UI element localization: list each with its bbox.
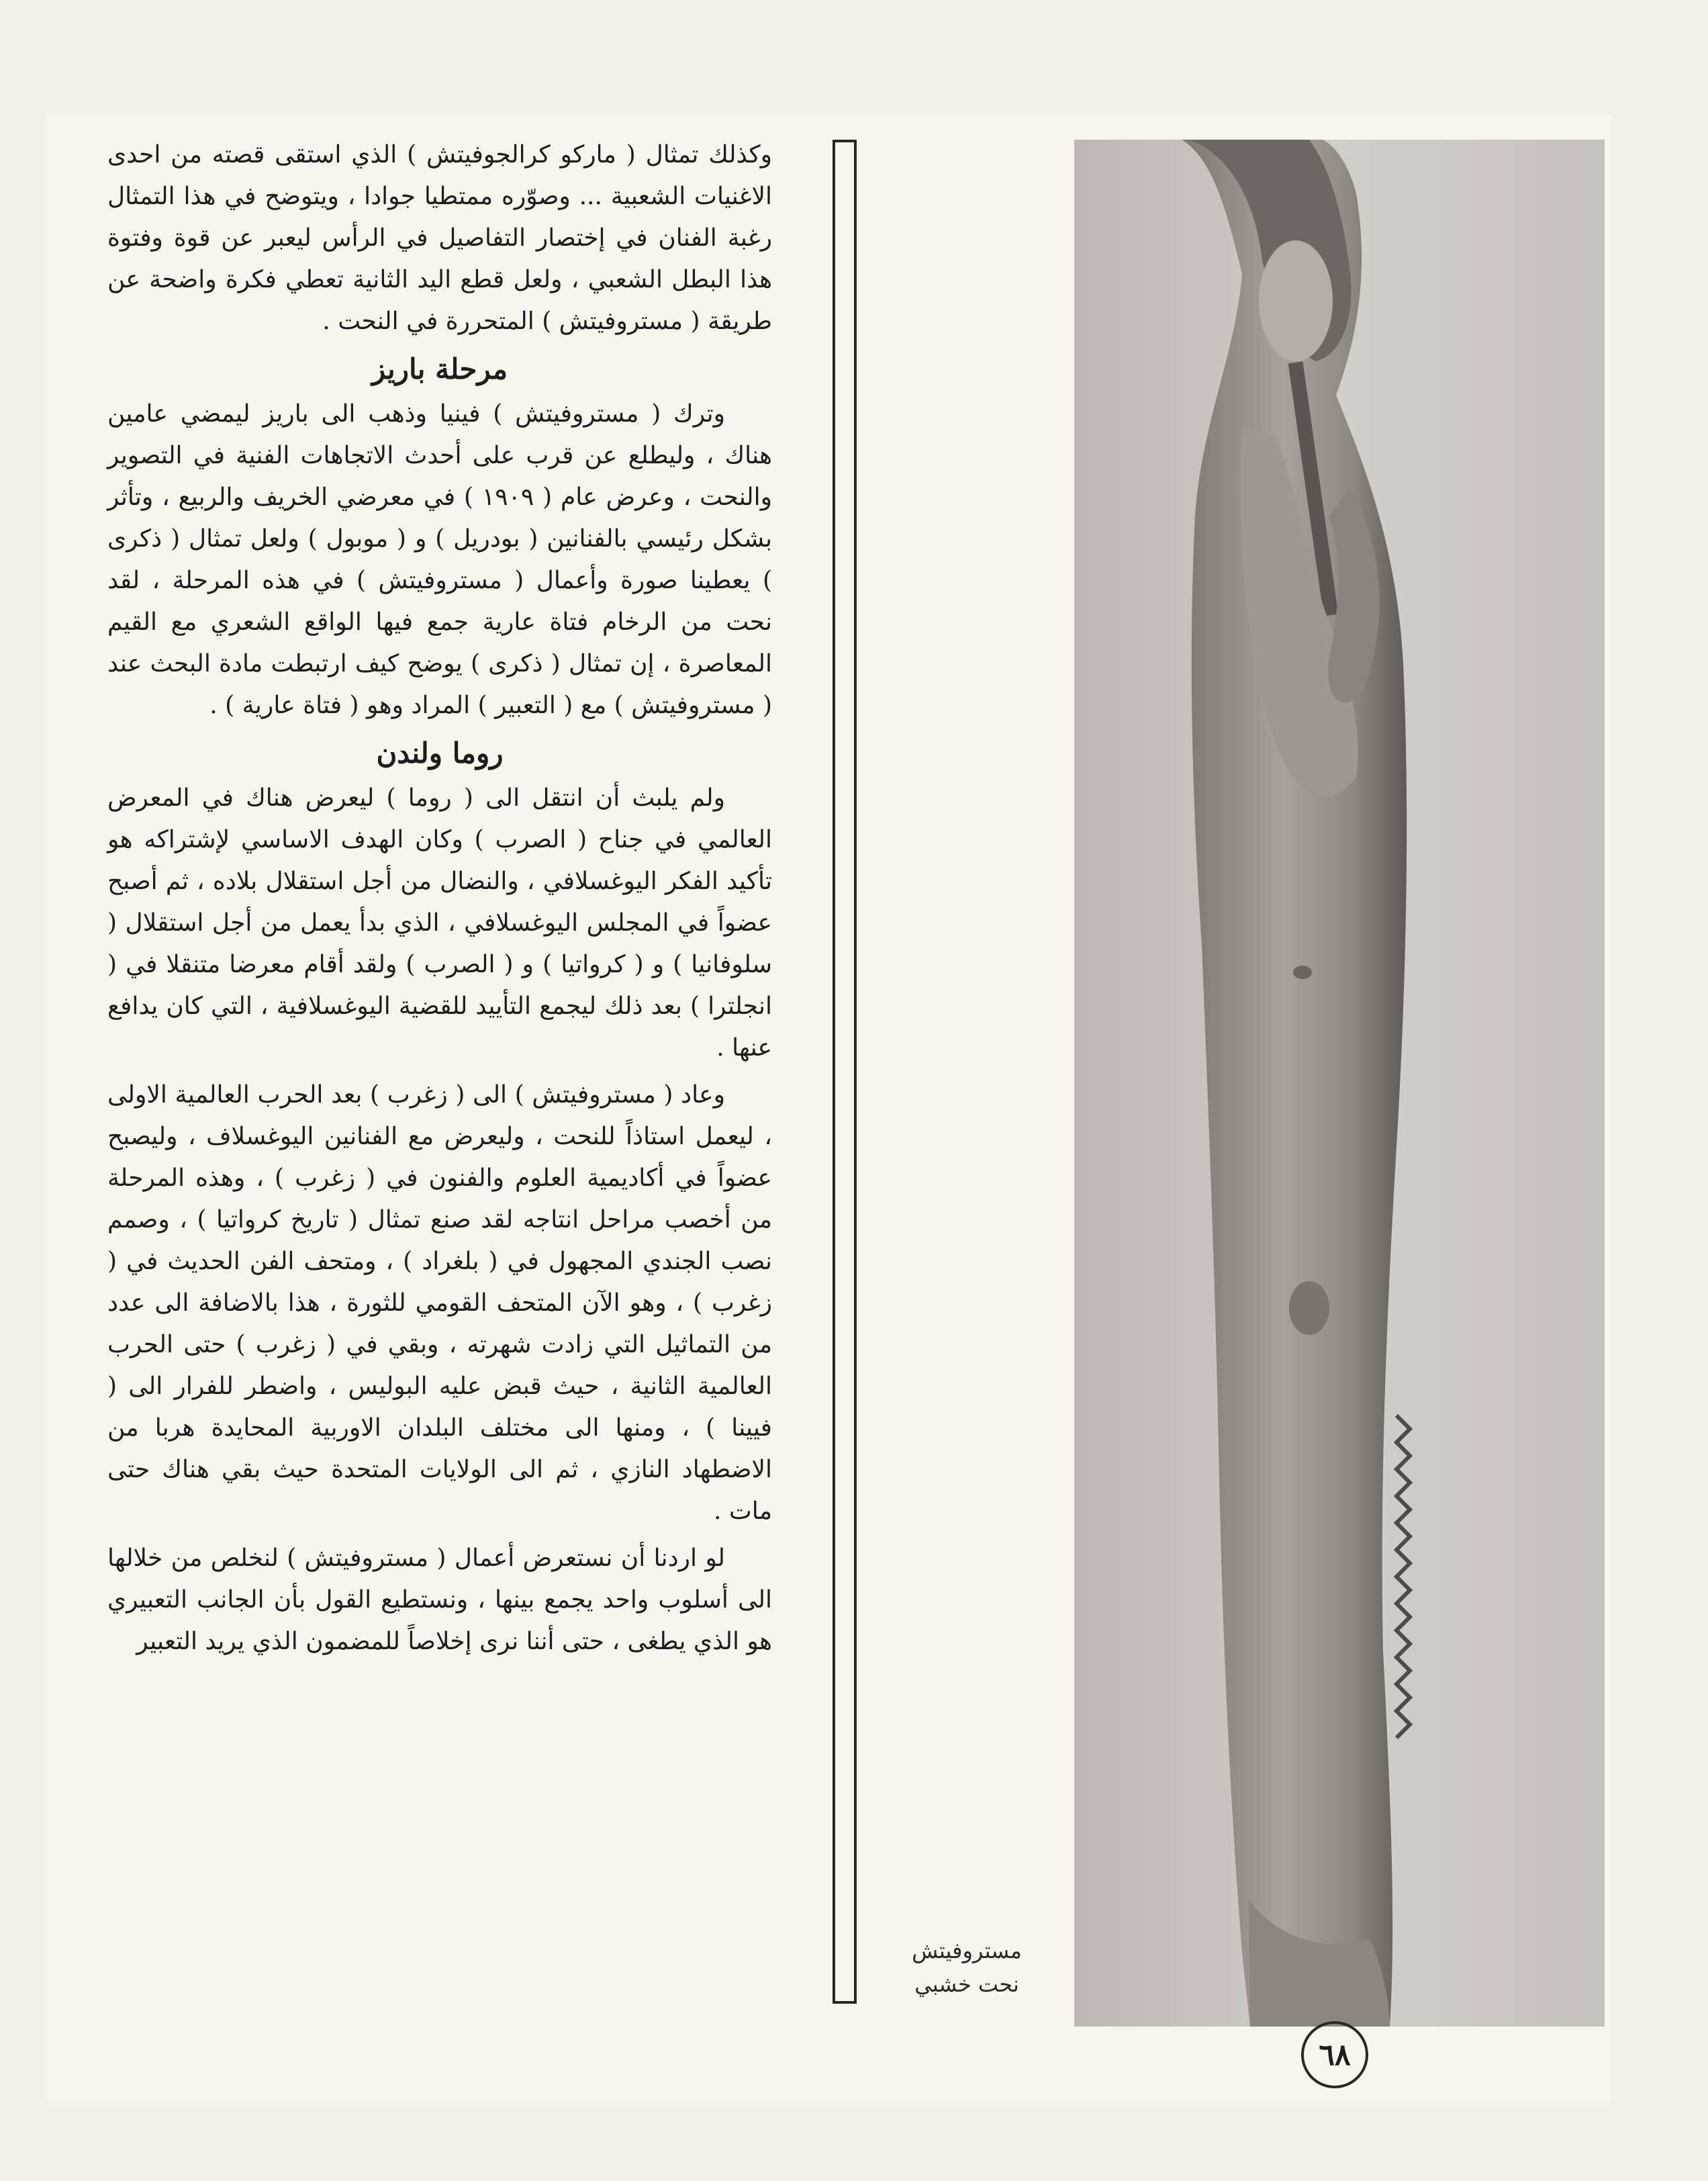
page-number: ٦٨: [1301, 2021, 1368, 2088]
section-heading-rome-london: روما ولندن: [376, 737, 504, 770]
caption-medium: نحت خشبي: [914, 1971, 1019, 1997]
paragraph-rome: ولم يلبث أن انتقل الى ( روما ) ليعرض هناك في المعرض العالمي في جناح ( الصرب ) وكان الهدف الاساسي لإشتراكه هو تأكيد الفكر اليوغسلافي ، والنضال من أجل استقلال بلاده ، ثم أصبح عضواً في المجلس اليوغسلافي ، الذي بدأ يعمل من أجل استقلال ( سلوفانيا ) و ( كرواتيا ) و ( الصرب ) ولقد أقام معرضا متنقلا في ( انجلترا ) بعد ذلك ليجمع التأييد للقضية اليوغسلافية ، التي كان يدافع عنها .: [107, 784, 772, 1062]
article-text-column: [107, 134, 772, 2014]
section-heading-paris: مرحلة باريز: [371, 353, 508, 385]
paragraph-zagreb: وعاد ( مستروفيتش ) الى ( زغرب ) بعد الحرب العالمية الاولى ، ليعمل استاذاً للنحت ، وليعرض مع الفنانين اليوغسلاف ، وليصبح عضواً في أكاديمية العلوم والفنون في ( زغرب ) ، وهذه المرحلة من أخصب مراحل انتاجه لقد صنع تمثال ( تاريخ كرواتيا ) ، وصمم نصب الجندي المجهول في ( بلغراد ) ، ومتحف الفن الحديث في ( زغرب ) ، وهو الآن المتحف القومي للثورة ، هذا بالاضافة الى عدد من التماثيل التي زادت شهرته ، وبقي في ( زغرب ) حتى الحرب العالمية الثانية ، حيث قبض عليه البوليس ، واضطر للفرار الى ( فيينا ) ، ومنها الى مختلف البلدان الاوربية المحايدة هربا من الاضطهاد النازي ، ثم الى الولايات المتحدة حيث بقي هناك حتى مات .: [107, 1081, 773, 1525]
photo-caption: [873, 1934, 1061, 2001]
paragraph-paris: وترك ( مستروفيتش ) فينيا وذهب الى باريز ليمضي عامين هناك ، وليطلع عن قرب على أحدث الاتجاهات الفنية في التصوير والنحت ، وعرض عام ( ١٩٠٩ ) في معرضي الخريف والربيع ، وتأثر بشكل رئيسي بالفنانين ( بودريل ) و ( موبول ) ولعل تمثال ( ذكرى ) يعطينا صورة وأعمال ( مستروفيتش ) في هذه المرحلة ، لقد نحت من الرخام فتاة عارية جمع فيها الواقع الشعري مع القيم المعاصرة ، إن تمثال ( ذكرى ) يوضح كيف ارتبطت مادة البحث عند ( مستروفيتش ) مع ( التعبير ) المراد وهو ( فتاة عارية ) .: [107, 400, 772, 719]
caption-artist: مستروفيتش: [912, 1938, 1022, 1963]
paragraph-style: لو اردنا أن نستعرض أعمال ( مستروفيتش ) لنخلص من خلالها الى أسلوب واحد يجمع بينها ، ونستطيع القول بأن الجانب التعبيري هو الذي يطغى ، حتى أننا نرى إخلاصاً للمضمون الذي يريد التعبير: [107, 1544, 772, 1655]
sculpture-photo: [1074, 140, 1605, 2027]
wood-sculpture-image: [1074, 140, 1605, 2027]
vertical-rule: [833, 140, 857, 2004]
paragraph-marko: وكذلك تمثال ( ماركو كرالجوفيتش ) الذي استقى قصته من احدى الاغنيات الشعبية ... وصوّره ممتطيا جوادا ، ويتوضح في هذا التمثال رغبة الفنان في إختصار التفاصيل في الرأس ليعبر عن قوة وفتوة هذا البطل الشعبي ، ولعل قطع اليد الثانية تعطي فكرة واضحة عن طريقة ( مستروفيتش ) المتحررة في النحت .: [107, 141, 772, 335]
